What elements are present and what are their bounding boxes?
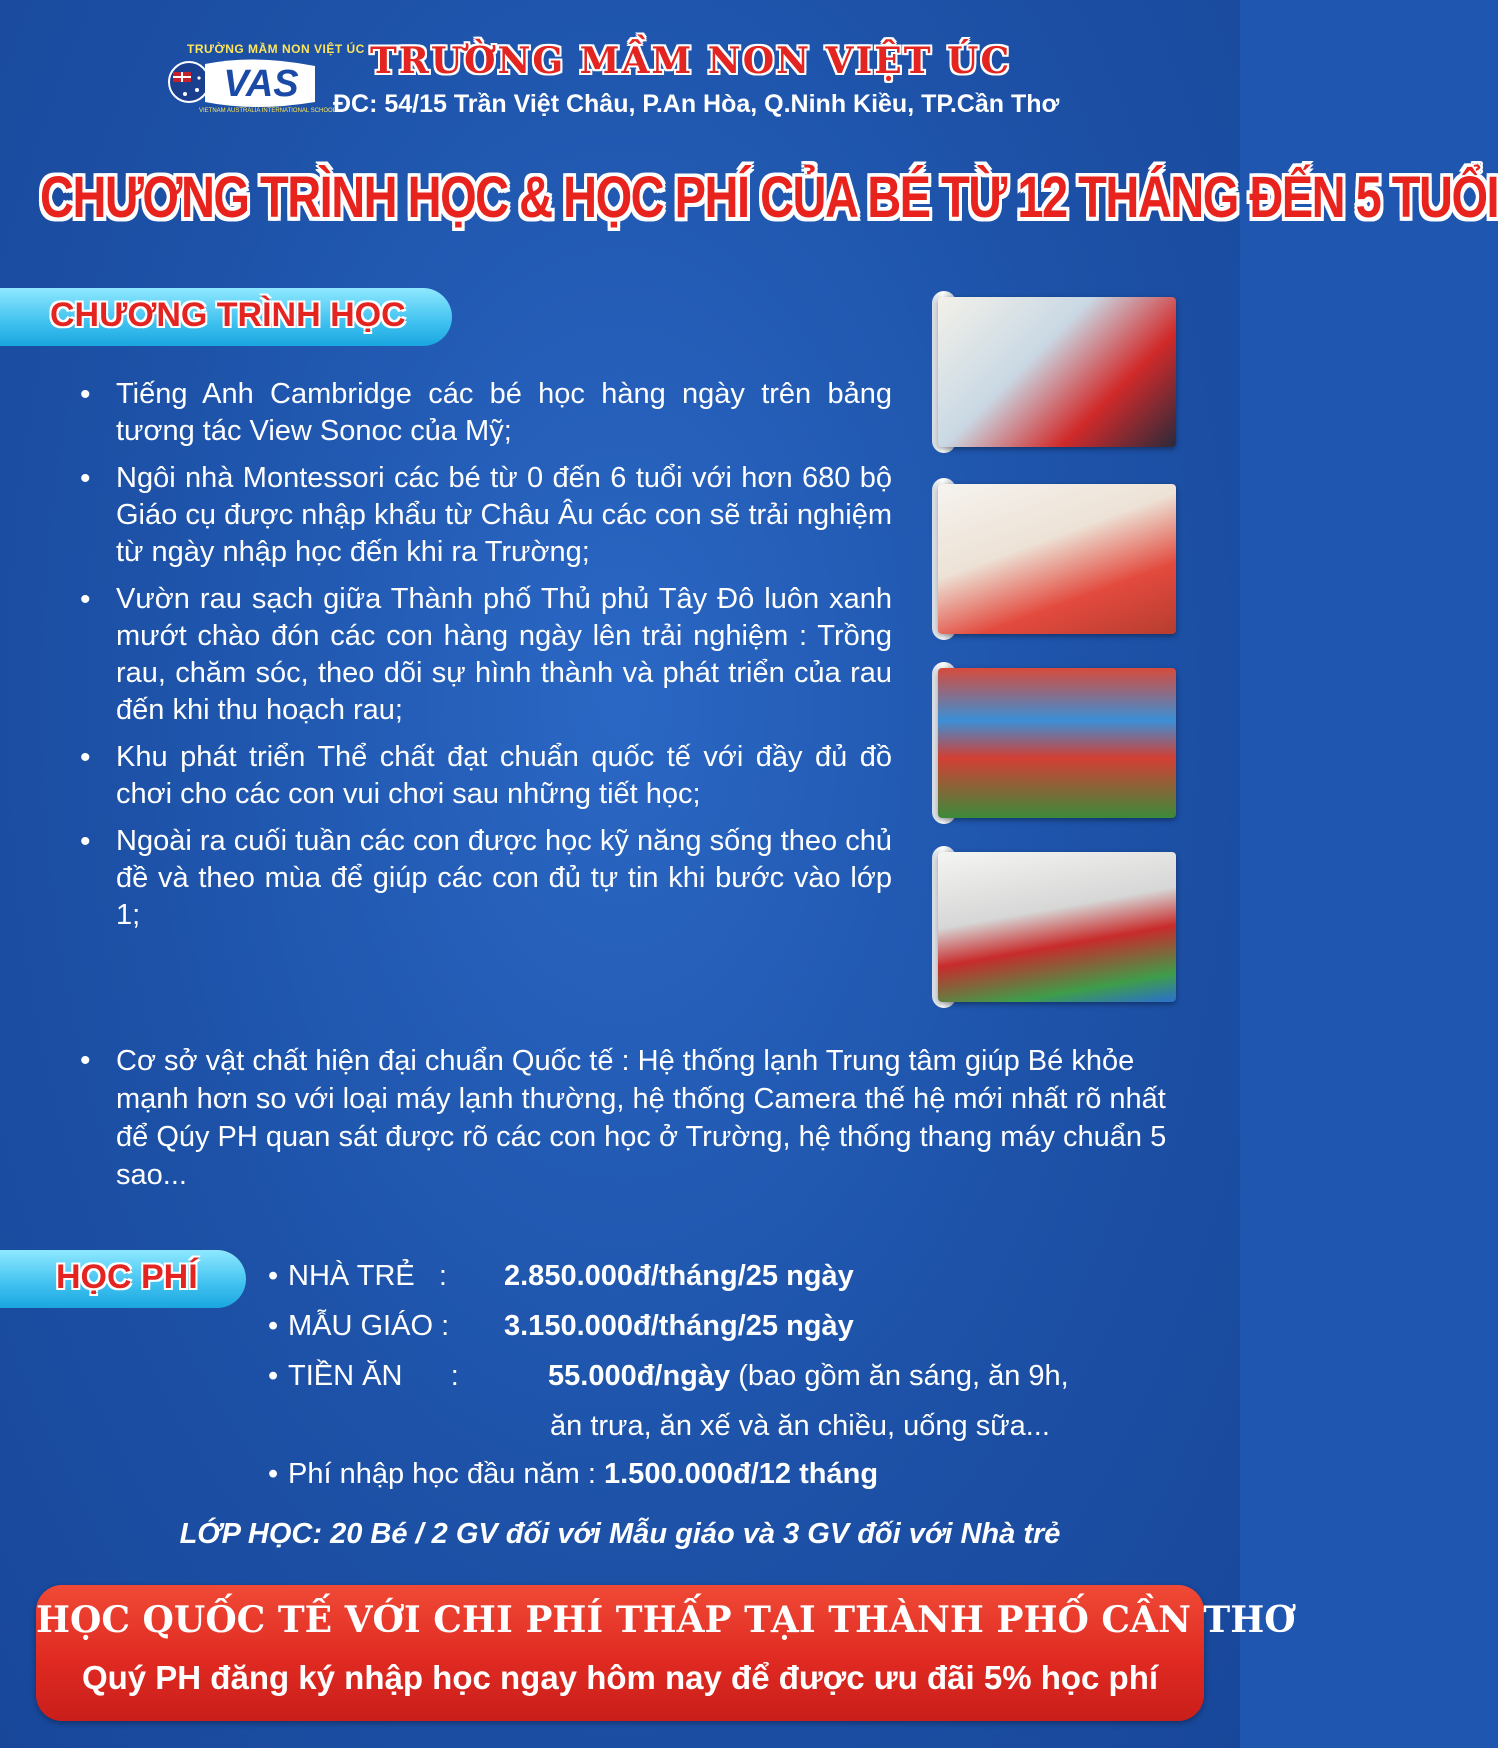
logo-mark-text: VAS — [223, 63, 299, 105]
program-item: • Khu phát triển Thể chất đạt chuẩn quốc tế với đầy đủ đồ chơi cho các con vui chơi sau những tiết học; — [72, 739, 892, 813]
vas-logo-mark — [165, 56, 321, 108]
fee-label: Phí nhập học đầu năm : — [288, 1458, 604, 1490]
fee-label: MẪU GIÁO : — [288, 1310, 450, 1342]
banner-headline: HỌC QUỐC TẾ VỚI CHI PHÍ THẤP TẠI THÀNH PHỐ CẦN THƠ — [36, 1599, 1296, 1641]
logo-top-text: TRƯỜNG MẦM NON VIỆT ÚC — [187, 42, 365, 56]
fees-tab — [0, 1250, 246, 1308]
banner-subline: Quý PH đăng ký nhập học ngay hôm nay để được ưu đãi 5% học phí — [81, 1659, 1159, 1696]
program-item: • Tiếng Anh Cambridge các bé học hàng ngày trên bảng tương tác View Sonoc của Mỹ; — [72, 376, 892, 450]
fee-value — [548, 1360, 1069, 1393]
program-item: • Ngoài ra cuối tuần các con được học kỹ năng sống theo chủ đề và theo mùa để giúp các con đủ tự tin khi bước vào lớp 1; — [72, 823, 892, 934]
school-logo — [165, 38, 365, 120]
meal-price: 55.000đ/ngày — [548, 1360, 731, 1392]
program-tab — [0, 288, 452, 346]
facility-item: • Cơ sở vật chất hiện đại chuẩn Quốc tế : Hệ thống lạnh Trung tâm giúp Bé khỏe mạnh hơn so với loại máy lạnh thường, hệ thống Camera thế hệ mới nhất rõ nhất để Qúy PH quan sát được rõ các con học ở Trường, hệ thống thang máy chuẩn 5 sao... — [72, 1042, 1182, 1194]
school-address: ĐC: 54/15 Trần Việt Châu, P.An Hòa, Q.Ninh Kiều, TP.Cần Thơ — [333, 90, 1060, 118]
meal-note-1: (bao gồm ăn sáng, ăn 9h, — [730, 1360, 1069, 1392]
logo-bottom-text: VIETNAM AUSTRALIA INTERNATIONAL SCHOOL — [199, 108, 337, 114]
photo-montessori-room — [938, 484, 1176, 634]
class-size-note: LỚP HỌC: 20 Bé / 2 GV đối với Mẫu giáo và 3 GV đối với Nhà trẻ — [179, 1518, 1061, 1550]
program-heading: CHƯƠNG TRÌNH HỌC — [50, 296, 406, 334]
flyer-page: TRƯỜNG MẦM NON VIỆT ÚC VAS VIETNAM AUSTRALIA INTERNATIONAL SCHOOL TRƯỜNG MẦM NON VIỆT ÚC ĐC: 54/15 Trần Việt Châu, P.An Hòa, Q.Ninh Kiều, TP.Cần Thơ CHƯƠNG TRÌNH HỌC & HỌC PHÍ CỦA BÉ TỪ 12 THÁNG ĐẾN 5 TUỔI CHƯƠNG TRÌNH HỌC • Tiếng Anh Cambridge các bé học hàng ngày trên bảng tương tác View Sonoc của Mỹ; • Ngôi nhà Montessori các bé từ 0 đến 6 tuổi với hơn 680 bộ Giáo cụ được nhập khẩu từ Châu Âu các con sẽ trải nghiệm từ ngày nhập học đến khi ra Trường; • Vườn rau sạch giữa Thành phố Thủ phủ Tây Đô luôn xanh mướt chào đón các con hàng ngày lên trải nghiệm : Trồng rau, chăm sóc, theo dõi sự hình thành và phát triển của rau đến khi thu hoạch rau; • Khu phát triển Thể chất đạt chuẩn quốc tế với đầy đủ đồ chơi cho các con vui chơi sau những tiết học; • Ngoài ra cuối tuần các con được học kỹ năng sống theo chủ đề và theo mùa để giúp các con đủ tự tin khi bước vào lớp 1; • Cơ sở vật chất hiện đại chuẩn Quốc tế : Hệ thống lạnh Trung tâm giúp Bé khỏe mạnh hơn so với loại máy lạnh thường, hệ thống Camera thế hệ mới nhất rõ nhất để Qúy PH quan sát được rõ các con học ở Trường, hệ thống thang máy chuẩn 5 sao... HỌC PHÍ • NHÀ TRẺ : 2.850.000đ/tháng/25 ngày • MẪU GIÁO : 3.150.000đ/tháng/25 ngày • TIỀN ĂN : 55.000đ/ngày (bao gồm ăn sáng, ăn 9h, ăn trưa, ăn xế và ăn chiều, uống sữa... • Phí nhập học đầu năm : 1.500.000đ/12 tháng LỚP HỌC: 20 Bé / 2 GV đối với Mẫu giáo và 3 GV đối với Nhà trẻ HỌC QUỐC TẾ VỚI CHI PHÍ THẤP TẠI THÀNH PHỐ CẦN THƠ Quý PH đăng ký nhập học ngay hôm nay để được ưu đãi 5% học phí — [0, 0, 1240, 1748]
fee-row-tien-an-cont — [550, 1410, 1050, 1443]
meal-note-2: ăn trưa, ăn xế và ăn chiều, uống sữa... — [550, 1410, 1050, 1442]
facility-list — [72, 1042, 1182, 1194]
fee-label: NHÀ TRẺ : — [288, 1260, 447, 1292]
program-item: • Vườn rau sạch giữa Thành phố Thủ phủ Tây Đô luôn xanh mướt chào đón các con hàng ngày lên trải nghiệm : Trồng rau, chăm sóc, theo dõi sự hình thành và phát triển của rau đến khi thu hoạch rau; — [72, 581, 892, 729]
program-item: • Ngôi nhà Montessori các bé từ 0 đến 6 tuổi với hơn 680 bộ Giáo cụ được nhập khẩu từ Châu Âu các con sẽ trải nghiệm từ ngày nhập học đến khi ra Trường; — [72, 460, 892, 571]
photo-physical-play — [938, 852, 1176, 1002]
main-title: CHƯƠNG TRÌNH HỌC & HỌC PHÍ CỦA BÉ TỪ 12 THÁNG ĐẾN 5 TUỔI — [40, 163, 1498, 230]
photo-vegetable-garden — [938, 668, 1176, 818]
fee-value: 3.150.000đ/tháng/25 ngày — [504, 1310, 854, 1342]
program-list — [72, 376, 892, 944]
fee-value: 2.850.000đ/tháng/25 ngày — [504, 1260, 854, 1292]
promo-banner — [36, 1585, 1296, 1721]
fee-value: 1.500.000đ/12 tháng — [604, 1458, 879, 1490]
fee-label: TIỀN ĂN : — [288, 1360, 459, 1392]
school-name: TRƯỜNG MẦM NON VIỆT ÚC — [370, 40, 1012, 82]
fees-heading: HỌC PHÍ — [56, 1258, 198, 1296]
photo-english-class — [938, 297, 1176, 447]
